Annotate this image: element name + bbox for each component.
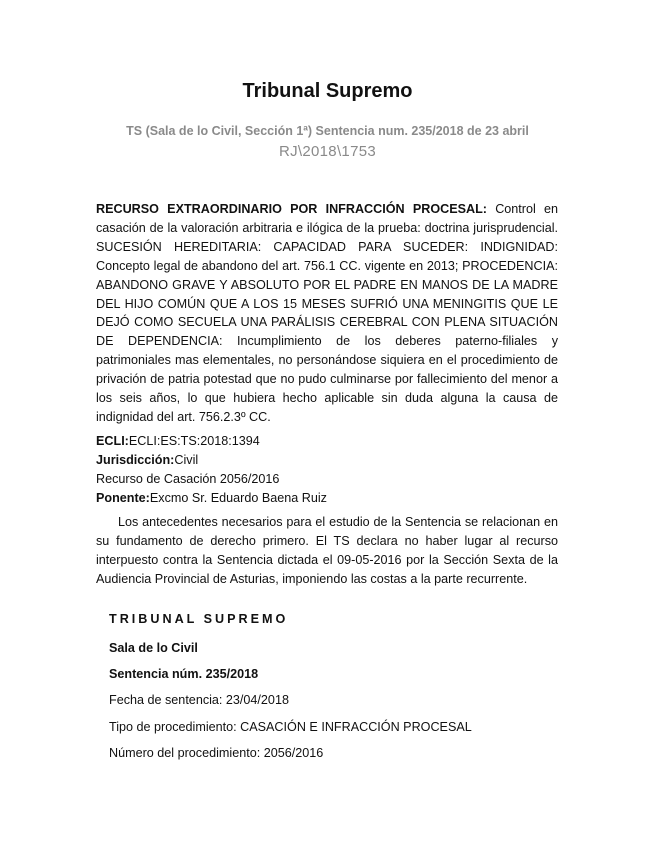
ponente-value: Excmo Sr. Eduardo Baena Ruiz [149, 491, 327, 505]
ecli-label: ECLI: [96, 434, 129, 448]
jurisdiccion-label: Jurisdicción: [96, 453, 175, 467]
summary-text: Control en casación de la valoración arbitraria e ilógica de la prueba: doctrina jurisprudencial. SUCESIÓN HEREDITARIA: CAPACIDAD PARA SUCEDER: INDIGNIDAD: Concepto legal de abandono del art. 756.1 CC. vigente en 2013; PROCEDENCIA: ABANDONO GRAVE Y ABSOLUTO POR EL PADRE EN MANOS DE LA MADRE DEL HIJO COMÚN QUE A LOS 15 MESES SUFRIÓ UNA MENINGITIS QUE LE DEJÓ COMO SECUELA UNA PARÁLISIS CEREBRAL CON PLENA SITUACIÓN DE DEPENDENCIA: Incumplimiento de los deberes paterno-filiales y patrimoniales mas elementales, no personándose siquiera en el procedimiento de privación de patria potestad que no pudo culminarse por fallecimiento del menor a los seis años, lo que hubiera hecho aplicable sin duda alguna la causa de indignidad del art. 756.2.3º CC. [96, 202, 558, 424]
ecli-line [96, 432, 558, 451]
ruling-number: Sentencia núm. 235/2018 [109, 667, 259, 681]
procedure-type: Tipo de procedimiento: CASACIÓN E INFRACCIÓN PROCESAL [109, 720, 472, 734]
summary-paragraph [96, 200, 558, 427]
summary-lead: RECURSO EXTRAORDINARIO POR INFRACCIÓN PROCESAL: [96, 202, 487, 216]
ruling-date: Fecha de sentencia: 23/04/2018 [109, 693, 289, 707]
ponente-label: Ponente: [96, 491, 150, 505]
page-title: Tribunal Supremo [242, 80, 413, 102]
abstract-paragraph: Los antecedentes necesarios para el estudio de la Sentencia se relacionan en su fundamento de derecho primero. El TS declara no haber lugar al recurso interpuesto contra la Sentencia dictada el 09-05-2016 por la Sección Sexta de la Audiencia Provincial de Asturias, imponiendo las costas a la parte recurrente. [96, 515, 558, 586]
ponente-line [96, 489, 558, 508]
ecli-value: ECLI:ES:TS:2018:1394 [128, 434, 260, 448]
jurisdiccion-line [96, 451, 558, 470]
document-reference: RJ\2018\1753 [278, 143, 376, 160]
ruling-chamber: Sala de lo Civil [109, 641, 198, 655]
document-subtitle: TS (Sala de lo Civil, Sección 1ª) Sentencia num. 235/2018 de 23 abril [126, 124, 529, 138]
procedure-number: Número del procedimiento: 2056/2016 [109, 746, 324, 760]
recurso-line: Recurso de Casación 2056/2016 [96, 472, 280, 486]
jurisdiccion-value: Civil [174, 453, 199, 467]
ruling-court: TRIBUNAL SUPREMO [109, 612, 289, 626]
